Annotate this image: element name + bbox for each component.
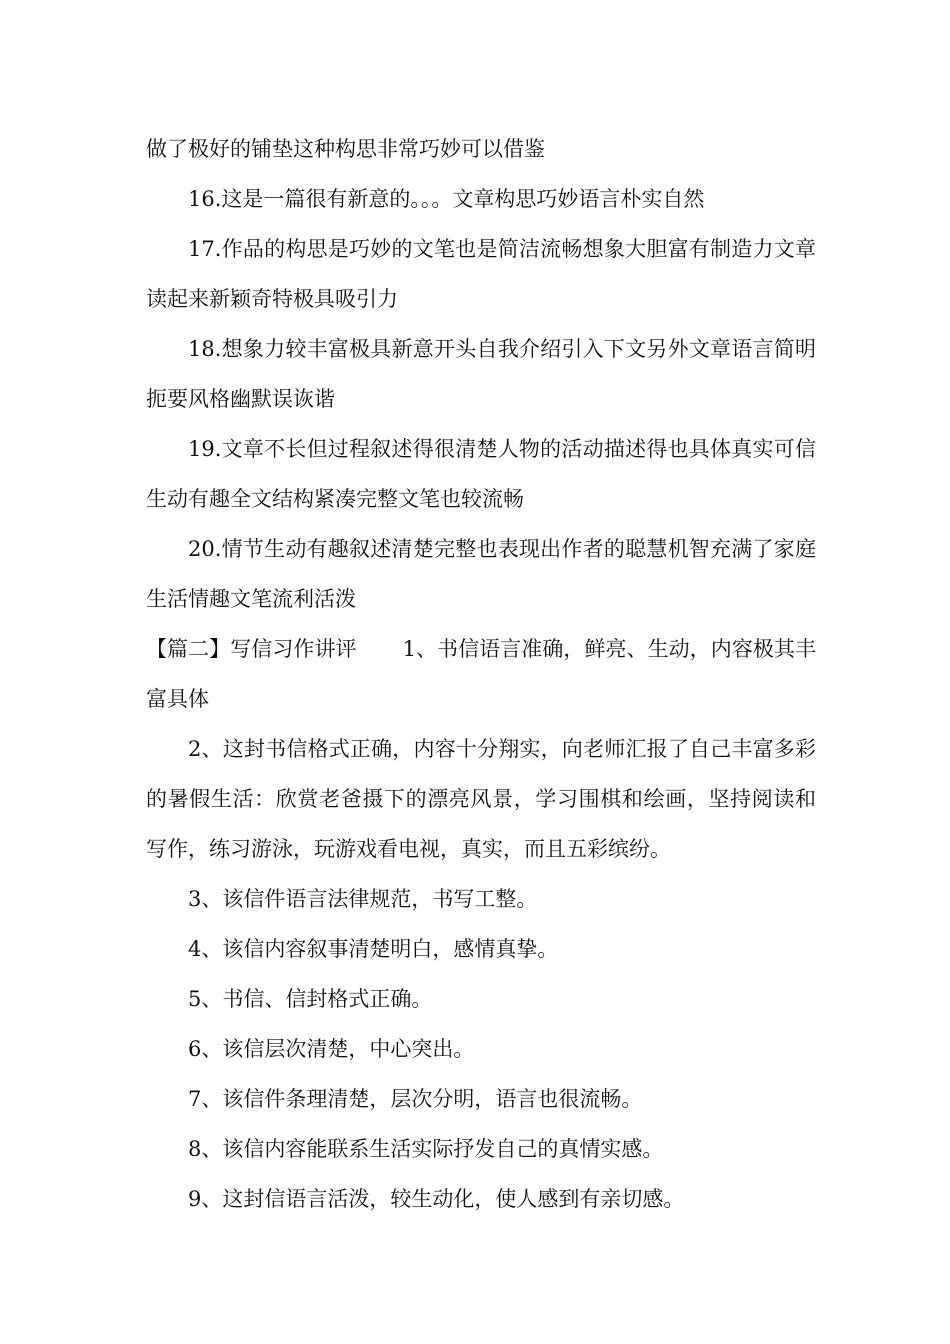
item-3: 3、该信件语言法律规范，书写工整。 <box>188 887 538 911</box>
paragraph-18: 18.想象力较丰富极具新意开头自我介绍引入下文另外文章语言简明扼要风格幽默误诙谐 <box>146 337 816 411</box>
section-two-heading: 【篇二】写信习作讲评 <box>146 637 357 661</box>
item-4: 4、该信内容叙事清楚明白，感情真挚。 <box>188 937 559 961</box>
item-8: 8、该信内容能联系生活实际抒发自己的真情实感。 <box>188 1137 664 1161</box>
item-6: 6、该信层次清楚，中心突出。 <box>188 1037 475 1061</box>
paragraph-continued: 做了极好的铺垫这种构思非常巧妙可以借鉴 <box>146 137 545 161</box>
document-body <box>146 124 816 1224</box>
section-two-item-1: 1、书信语言准确，鲜亮、生动，内容极其丰富具体 <box>146 637 817 711</box>
item-2: 2、这封书信格式正确，内容十分翔实，向老师汇报了自己丰富多彩的暑假生活：欣赏老爸摄下的漂亮风景，学习围棋和绘画，坚持阅读和写作，练习游泳，玩游戏看电视，真实，而且五彩缤纷。 <box>146 737 816 861</box>
item-7: 7、该信件条理清楚，层次分明，语言也很流畅。 <box>188 1087 643 1111</box>
paragraph-16: 16.这是一篇很有新意的。。。文章构思巧妙语言朴实自然 <box>188 187 705 211</box>
item-5: 5、书信、信封格式正确。 <box>188 987 433 1011</box>
paragraph-20: 20.情节生动有趣叙述清楚完整也表现出作者的聪慧机智充满了家庭生活情趣文笔流利活泼 <box>146 537 816 611</box>
item-9: 9、这封信语言活泼，较生动化，使人感到有亲切感。 <box>188 1187 685 1211</box>
paragraph-19: 19.文章不长但过程叙述得很清楚人物的活动描述得也具体真实可信生动有趣全文结构紧凑完整文笔也较流畅 <box>146 437 816 511</box>
section-two-paragraph <box>146 624 816 724</box>
paragraph-17: 17.作品的构思是巧妙的文笔也是简洁流畅想象大胆富有制造力文章读起来新颖奇特极具吸引力 <box>146 237 816 311</box>
